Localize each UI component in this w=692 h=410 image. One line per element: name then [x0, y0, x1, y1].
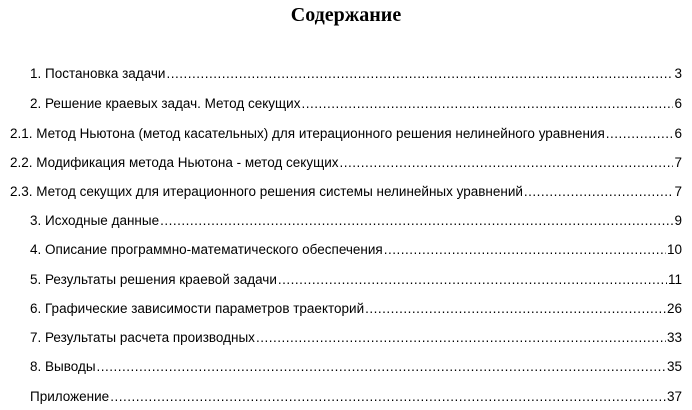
- toc-entry-page: 3: [674, 66, 682, 81]
- toc-entry[interactable]: [30, 355, 682, 375]
- dot-leader: [340, 155, 674, 171]
- toc-entry[interactable]: [30, 92, 682, 112]
- toc-entry-page: 37: [666, 389, 682, 404]
- toc-entry-page: 7: [674, 184, 682, 199]
- toc-entry[interactable]: [30, 268, 682, 288]
- toc-entry-page: 7: [674, 155, 682, 170]
- toc-entry-label: 5. Результаты решения краевой задачи: [30, 272, 277, 287]
- dot-leader: [160, 213, 673, 229]
- toc-entry-label: 2.3. Метод секущих для итерационного решения системы нелинейных уравнений: [10, 184, 523, 199]
- toc-entry[interactable]: [30, 209, 682, 229]
- toc-entry[interactable]: [10, 151, 682, 171]
- dot-leader: [278, 272, 667, 288]
- dot-leader: [301, 96, 673, 112]
- toc-entry-label: 2. Решение краевых задач. Метод секущих: [30, 96, 301, 111]
- toc-entry[interactable]: [30, 385, 682, 405]
- toc-entry-page: 6: [674, 96, 682, 111]
- toc-entry[interactable]: [30, 238, 682, 258]
- dot-leader: [110, 389, 666, 405]
- toc-entry[interactable]: [10, 180, 682, 200]
- toc-entry-label: 7. Результаты расчета производных: [30, 330, 255, 345]
- toc-entry-page: 10: [666, 242, 682, 257]
- toc-entry[interactable]: [30, 297, 682, 317]
- toc-entry-label: 2.2. Модификация метода Ньютона - метод секущих: [10, 155, 339, 170]
- toc-entry-page: 6: [674, 126, 682, 141]
- dot-leader: [384, 242, 666, 258]
- toc-entry[interactable]: [30, 326, 682, 346]
- dot-leader: [166, 66, 673, 82]
- toc-entry-page: 33: [666, 330, 682, 345]
- toc-entry[interactable]: [10, 122, 682, 142]
- toc-entry-label: 3. Исходные данные: [30, 213, 160, 228]
- dot-leader: [365, 301, 666, 317]
- dot-leader: [256, 330, 666, 346]
- toc-entry-page: 9: [674, 213, 682, 228]
- toc-entry-label: 4. Описание программно-математического обеспечения: [30, 242, 383, 257]
- dot-leader: [524, 184, 674, 200]
- toc-entry-page: 26: [666, 301, 682, 316]
- dot-leader: [606, 126, 674, 142]
- toc-entry-label: 1. Постановка задачи: [30, 66, 166, 81]
- toc-entry-page: 35: [666, 359, 682, 374]
- toc-entry-label: 2.1. Метод Ньютона (метод касательных) для итерационного решения нелинейного уравнения: [10, 126, 605, 141]
- toc-entry[interactable]: [30, 62, 682, 82]
- toc-entry-label: 8. Выводы: [30, 359, 96, 374]
- toc-entry-page: 11: [667, 272, 682, 287]
- dot-leader: [97, 359, 666, 375]
- toc-title: Содержание: [290, 4, 402, 26]
- toc-entry-label: 6. Графические зависимости параметров траекторий: [30, 301, 365, 316]
- toc-entry-label: Приложение: [30, 389, 110, 404]
